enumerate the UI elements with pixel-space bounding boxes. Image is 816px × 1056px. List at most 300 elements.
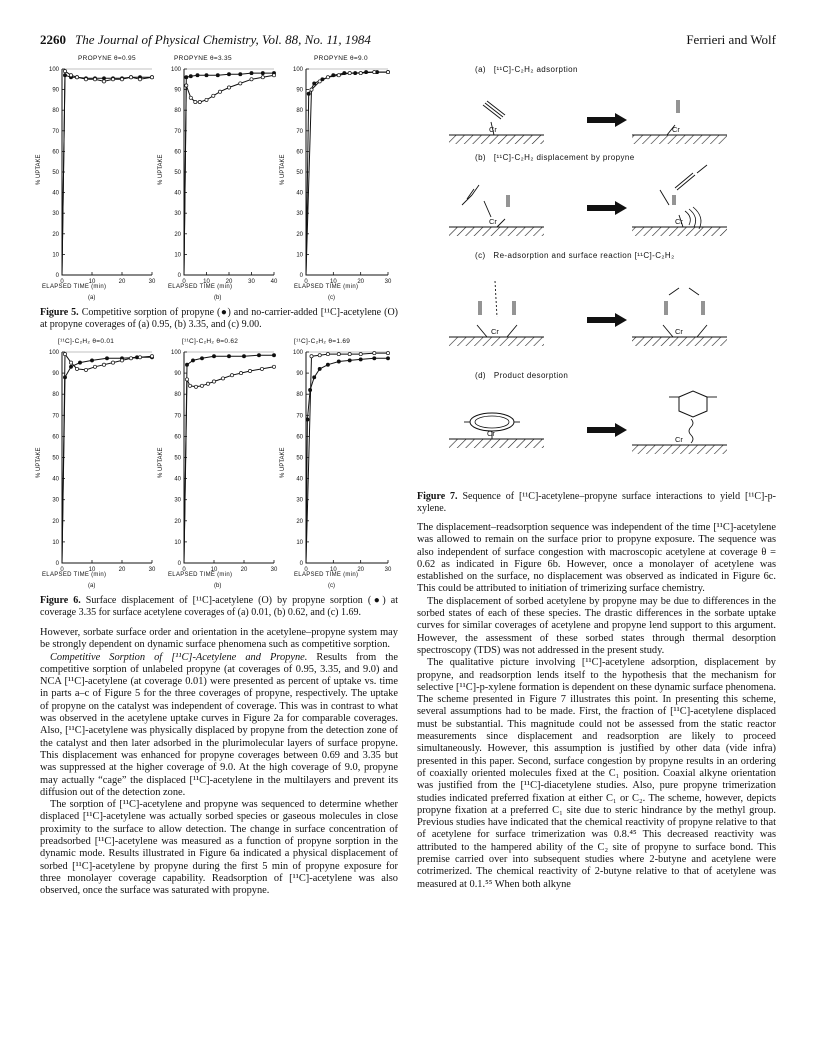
data-point-filled	[373, 357, 376, 360]
data-point-open	[373, 71, 376, 74]
x-tick-label: 10	[88, 279, 96, 285]
y-tick-label: 80	[174, 108, 181, 115]
panel-label: (a)	[88, 295, 96, 301]
panel-title: [¹¹C]-C₂H₂ θ=0.01	[58, 338, 115, 345]
y-tick-label: 100	[292, 67, 303, 73]
fig5-panel-b	[158, 55, 282, 305]
panel-label: (b)	[214, 295, 222, 301]
paragraph: However, sorbate surface order and orientation in the acetylene–propyne system may be strongly dependent on dynamic surface phenomena such as competitive sorption.	[40, 627, 398, 651]
step-c-caption	[475, 251, 675, 260]
figure-6	[36, 338, 398, 593]
y-tick-label: 50	[296, 170, 303, 176]
y-tick-label: 50	[296, 455, 303, 462]
data-point-filled	[90, 359, 93, 362]
y-tick-label: 80	[174, 392, 181, 399]
series-line-acetylene	[184, 367, 274, 563]
data-point-open	[200, 384, 203, 387]
axes	[62, 352, 152, 563]
data-point-filled	[242, 355, 245, 358]
x-tick-label: 30	[248, 279, 255, 285]
data-point-filled	[386, 357, 389, 360]
data-point-open	[386, 352, 389, 355]
y-tick-label: 70	[52, 128, 59, 135]
data-point-open	[75, 76, 78, 79]
data-point-filled	[105, 357, 108, 360]
data-point-open	[337, 353, 340, 356]
x-tick-label: 0	[304, 567, 308, 573]
panel-title: PROPYNE θ=9.0	[314, 55, 368, 62]
data-point-filled	[212, 355, 215, 358]
x-tick-label: 30	[384, 279, 392, 285]
y-tick-label: 80	[296, 392, 303, 399]
axes	[184, 352, 274, 563]
series-line-acetylene	[62, 354, 152, 563]
x-tick-label: 30	[384, 567, 392, 573]
surface	[632, 337, 727, 346]
data-point-open	[93, 365, 96, 368]
x-axis-label: ELAPSED TIME (min)	[168, 284, 233, 290]
surface-label: Cr	[487, 429, 495, 438]
data-point-open	[359, 353, 362, 356]
figure-5-caption	[40, 307, 398, 330]
x-tick-label: 0	[60, 567, 64, 573]
paragraph	[40, 652, 398, 800]
figure-6-caption	[40, 595, 398, 618]
surface-label: Cr	[675, 435, 683, 444]
y-tick-label: 0	[299, 561, 303, 567]
data-point-filled	[102, 77, 105, 80]
series-line-propyne	[184, 73, 274, 275]
surface-label: Cr	[489, 125, 497, 134]
paragraph: The displacement of sorbed acetylene by propyne may be due to differences in the sorbed states of each of these species. The drastic differences in the sorbate uptake curves for similar coverages of acetylene and propyne lend support to this argument. However, the assessment of these sorbed states through thermal desorption spectroscopy (TDS) was not addressed in the present study.	[417, 595, 776, 656]
data-point-open	[221, 377, 224, 380]
data-point-filled	[239, 73, 242, 76]
data-point-open	[272, 74, 275, 77]
y-tick-label: 30	[174, 211, 181, 218]
step-b-arrow	[587, 201, 627, 215]
x-tick-label: 10	[210, 567, 218, 573]
y-tick-label: 80	[52, 392, 59, 399]
y-tick-label: 90	[52, 371, 59, 378]
y-axis-label: % UPTAKE	[36, 447, 42, 478]
surface	[449, 227, 544, 236]
x-tick-label: 0	[304, 279, 308, 285]
fig5-panel-a	[36, 55, 160, 305]
data-point-open	[150, 76, 153, 79]
y-tick-label: 70	[52, 413, 59, 420]
y-tick-label: 90	[174, 87, 181, 94]
y-axis-label: % UPTAKE	[280, 154, 286, 185]
caption-label: Figure 5.	[40, 307, 79, 318]
step-b-caption	[475, 153, 635, 162]
x-tick-label: 10	[329, 567, 337, 573]
fig5c-plot	[284, 55, 396, 305]
surface	[632, 227, 727, 236]
y-tick-label: 10	[52, 539, 59, 546]
x-axis-label: ELAPSED TIME (min)	[294, 572, 359, 578]
y-tick-label: 60	[296, 149, 303, 156]
panel-label: (b)	[214, 583, 222, 589]
data-point-filled	[250, 72, 253, 75]
caption-text: Surface displacement of [¹¹C]-acetylene (O) by propyne sorption (●) at coverage 3.35 for surface acetylene coverages of (a) 0.01, (b) 0.62, and (c) 1.69.	[40, 595, 398, 618]
y-tick-label: 30	[52, 497, 59, 504]
data-point-open	[84, 78, 87, 81]
x-axis-label: ELAPSED TIME (min)	[294, 284, 359, 290]
data-point-open	[310, 355, 313, 358]
data-point-open	[194, 385, 197, 388]
data-point-open	[239, 82, 242, 85]
y-tick-label: 90	[296, 87, 303, 94]
data-point-open	[63, 353, 66, 356]
x-tick-label: 30	[270, 567, 278, 573]
surface	[632, 135, 727, 144]
data-point-filled	[189, 75, 192, 78]
data-point-open	[318, 80, 321, 83]
fig6c-plot	[284, 338, 396, 593]
surface-label: Cr	[675, 217, 683, 226]
series-line-propyne	[306, 358, 388, 563]
y-tick-label: 60	[52, 434, 59, 441]
data-point-open	[69, 74, 72, 77]
data-point-filled	[313, 82, 316, 85]
axes	[306, 69, 388, 275]
y-tick-label: 70	[174, 128, 181, 135]
data-point-filled	[272, 354, 275, 357]
step-a-right	[632, 100, 727, 144]
right-body-text	[417, 522, 776, 891]
data-point-open	[359, 72, 362, 75]
data-point-open	[129, 357, 132, 360]
panel-label: (c)	[328, 295, 335, 301]
data-point-open	[84, 368, 87, 371]
panel-label: (a)	[88, 583, 96, 589]
data-point-open	[326, 353, 329, 356]
data-point-open	[326, 76, 329, 79]
y-tick-label: 70	[296, 128, 303, 135]
data-point-open	[63, 70, 66, 73]
data-point-filled	[337, 360, 340, 363]
x-axis-label: ELAPSED TIME (min)	[168, 572, 233, 578]
data-point-filled	[261, 72, 264, 75]
fig6-panel-c	[280, 338, 396, 593]
paragraph: The displacement–readsorption sequence was independent of the time [¹¹C]-acetylene was allowed to remain on the surface prior to propyne exposure. The sequence was also independent of surface congestion with macroscopic acetylene at coverage θ = 0.62 as indicated in Figure 6b. However, once a monolayer of acetylene was established on the surface, no displacement was observed as indicated in Figure 6c. This could be attributed to initiation of trimerizing surface chemistry.	[417, 522, 776, 595]
y-axis-label: % UPTAKE	[158, 154, 164, 185]
axes	[306, 352, 388, 563]
fig6-panel-b	[158, 338, 282, 593]
surface-label: Cr	[489, 217, 497, 226]
x-tick-label: 0	[182, 567, 186, 573]
step-a-left	[449, 101, 544, 144]
data-point-open	[188, 384, 191, 387]
data-point-open	[218, 90, 221, 93]
fig6-panel-a	[36, 338, 160, 593]
step-c-arrow	[587, 313, 627, 327]
data-point-filled	[318, 367, 321, 370]
y-tick-label: 20	[296, 518, 303, 525]
series-line-acetylene	[62, 71, 152, 275]
fig5b-plot	[162, 55, 282, 305]
step-d-left	[449, 413, 544, 448]
y-tick-label: 40	[174, 476, 181, 483]
y-tick-label: 80	[52, 108, 59, 115]
data-point-filled	[69, 365, 72, 368]
data-point-open	[120, 78, 123, 81]
y-tick-label: 60	[174, 149, 181, 156]
surface	[449, 439, 544, 448]
data-point-open	[272, 365, 275, 368]
y-tick-label: 30	[174, 497, 181, 504]
x-tick-label: 20	[118, 567, 126, 573]
x-axis-label: ELAPSED TIME (min)	[42, 572, 107, 578]
panel-label: (c)	[328, 583, 335, 589]
y-tick-label: 20	[52, 231, 59, 238]
data-point-open	[194, 100, 197, 103]
y-tick-label: 20	[174, 231, 181, 238]
step-label: (d)	[475, 371, 486, 380]
data-point-open	[261, 76, 264, 79]
step-a-caption	[475, 65, 578, 74]
x-tick-label: 20	[118, 279, 126, 285]
section-heading: Competitive Sorption of [¹¹C]-Acetylene and Propyne.	[50, 651, 308, 663]
y-tick-label: 50	[174, 455, 181, 462]
data-point-open	[185, 378, 188, 381]
x-tick-label: 30	[148, 279, 156, 285]
x-tick-label: 20	[357, 279, 365, 285]
data-point-open	[337, 74, 340, 77]
step-text: Product desorption	[493, 371, 569, 380]
data-point-filled	[348, 359, 351, 362]
y-tick-label: 30	[296, 497, 303, 504]
y-tick-label: 40	[296, 190, 303, 197]
surface-label: Cr	[491, 327, 499, 336]
y-tick-label: 20	[296, 231, 303, 238]
y-axis-label: % UPTAKE	[280, 447, 286, 478]
data-point-filled	[78, 361, 81, 364]
y-tick-label: 40	[52, 190, 59, 197]
x-axis-label: ELAPSED TIME (min)	[42, 284, 107, 290]
y-tick-label: 0	[299, 273, 303, 279]
data-point-filled	[307, 92, 310, 95]
data-point-filled	[227, 355, 230, 358]
y-tick-label: 100	[48, 350, 59, 356]
data-point-open	[129, 76, 132, 79]
data-point-filled	[191, 359, 194, 362]
x-tick-label: 20	[240, 567, 248, 573]
series-line-propyne	[62, 75, 152, 275]
x-tick-label: 0	[182, 279, 186, 285]
x-tick-label: 40	[270, 279, 278, 285]
y-tick-label: 30	[52, 211, 59, 218]
y-tick-label: 50	[52, 170, 59, 176]
data-point-open	[120, 359, 123, 362]
step-text: [¹¹C]-C₂H₂ adsorption	[493, 65, 578, 74]
y-tick-label: 0	[177, 561, 181, 567]
y-tick-label: 20	[174, 518, 181, 525]
caption-label: Figure 7.	[417, 491, 458, 502]
x-tick-label: 10	[203, 279, 210, 285]
right-column	[417, 55, 776, 891]
y-tick-label: 60	[174, 434, 181, 441]
data-point-filled	[216, 74, 219, 77]
data-point-filled	[185, 76, 188, 79]
data-point-open	[250, 78, 253, 81]
step-label: (c)	[475, 251, 486, 260]
fig6a-plot	[40, 338, 160, 593]
data-point-open	[206, 382, 209, 385]
y-tick-label: 10	[52, 252, 59, 259]
data-point-open	[102, 363, 105, 366]
panel-title: PROPYNE θ=0.95	[78, 55, 136, 62]
data-point-open	[150, 355, 153, 358]
y-axis-label: % UPTAKE	[36, 154, 42, 185]
data-point-open	[138, 78, 141, 81]
y-tick-label: 10	[296, 252, 303, 259]
y-tick-label: 90	[174, 371, 181, 378]
y-tick-label: 90	[52, 87, 59, 94]
data-point-open	[102, 80, 105, 83]
caption-text: Sequence of [¹¹C]-acetylene–propyne surface interactions to yield [¹¹C]-p-xylene.	[417, 491, 776, 514]
y-tick-label: 100	[292, 350, 303, 356]
y-tick-label: 10	[174, 252, 181, 259]
data-point-open	[348, 72, 351, 75]
fig5-panel-c	[280, 55, 396, 305]
data-point-filled	[200, 357, 203, 360]
data-point-filled	[196, 74, 199, 77]
data-point-open	[111, 361, 114, 364]
step-d-caption	[475, 371, 568, 380]
y-tick-label: 10	[296, 539, 303, 546]
data-point-open	[348, 353, 351, 356]
surface-label: Cr	[675, 327, 683, 336]
y-tick-label: 0	[55, 273, 59, 279]
series-line-acetylene	[306, 72, 388, 275]
left-column	[36, 55, 398, 898]
y-tick-label: 100	[48, 67, 59, 73]
data-point-open	[185, 84, 188, 87]
x-tick-label: 10	[329, 279, 337, 285]
y-tick-label: 40	[174, 190, 181, 197]
paragraph: The sorption of [¹¹C]-acetylene and propyne was sequenced to determine whether displaced [¹¹C]-acetylene was actually sorbed species or gaseous molecules in close proximity to the surface to allow detection. The change in surface concentration of preadsorbed [¹¹C]-acetylene was measured as a function of propyne sorption in the dynamic mode. Results illustrated in Figure 6a indicated a physical displacement of sorbed [¹¹C]-acetylene by propyne during the first 5 min of propyne exposure for three monolayer coverage capability. Readsorption of [¹¹C]-acetylene was also observed, once the surface was saturated with propyne.	[40, 799, 398, 897]
step-b-left	[449, 185, 544, 236]
y-tick-label: 0	[177, 273, 181, 279]
y-tick-label: 60	[52, 149, 59, 156]
surface-label: Cr	[672, 125, 680, 134]
data-point-filled	[185, 363, 188, 366]
left-body-text	[40, 627, 398, 898]
panel-title: [¹¹C]-C₂H₂ θ=1.69	[294, 338, 351, 345]
fig6b-plot	[162, 338, 282, 593]
paragraph-text: Results from the competitive sorption of unlabeled propyne (at coverages of 0.95, 3.35, and 9.0) and NCA [¹¹C]-acetylene (at coverage 0.01) were presented as percent of uptake vs. time in parts a–c of Figure 5 for the three coverages of propyne, respectively. The uptake of propyne on the catalyst was independent of coverage. This was in contrast to what was observed in the acetylene uptake curves in Figure 2a for comparable coverages. Also, [¹¹C]-acetylene was physically displaced by propyne from the detection zone of the catalyst and then later adsorbed in the plurimolecular layers of surface propyne. This displacement was enhanced for propyne coverages between 0.69 and 3.35 but was suppressed at the higher coverage of 9.0. At the high coverage of 9.0, propyne may actually “cage” the displaced [¹¹C]-acetylene in the multilayers and prevent its diffusion out of the detection zone.	[40, 651, 398, 798]
y-tick-label: 70	[296, 413, 303, 420]
step-c-left	[449, 281, 544, 346]
y-tick-label: 60	[296, 434, 303, 441]
paragraph: The qualitative picture involving [¹¹C]-acetylene adsorption, displacement by propyne, and readsorption lends itself to the hypothesis that the mechanism for selective [¹¹C]-p-xylene formation is dependent on these dynamic surface phenomena. The scheme presented in Figure 7 illustrates this point. In presenting this scheme, several assumptions had to be made. First, the fraction of [¹¹C]-acetylene displaced must be substantial. This magnitude could not be assessed from the static reactor measurements since displacement and readsorption are likely to proceed simultaneously. However, this assumption is justified by other data (vide infra) presented in this paper. Second, surface congestion by propyne results in an ordering of coaxially oriented molecules fixed at the C₁ position. Coaxial alkyne orientation was justified from the [¹¹C]-diacetylene studies. Also, pure propyne trimerization studies indicated preferred fixation at either C₁ or C₂. The scheme, however, depicts propyne fixation at a preferred C₁ site due to steric hindrance by the methyl group. Previous studies have indicated that the chemical reactivity of propyne relative to that of acetylene for surface trimerization was 0.8.⁴⁵ This decreased reactivity was attributed to the hampered ability of the C₂ site of propyne to surface bond. This premise carried over into subsequent studies where 2-butyne and acetylene were cotrimerized. The chemical reactivity of 2-butyne relative to that of acetylene was measured at 0.1.⁵⁵ When both alkyne	[417, 657, 776, 890]
data-point-open	[248, 369, 251, 372]
series-line-acetylene	[306, 353, 388, 563]
x-tick-label: 20	[225, 279, 233, 285]
step-label: (a)	[475, 65, 486, 74]
y-tick-label: 80	[296, 108, 303, 115]
surface	[449, 135, 544, 144]
data-point-open	[310, 88, 313, 91]
running-authors: Ferrieri and Wolf	[686, 32, 776, 47]
data-point-open	[230, 374, 233, 377]
data-point-open	[260, 367, 263, 370]
data-point-filled	[326, 363, 329, 366]
data-point-open	[189, 96, 192, 99]
figure-7-scheme	[417, 55, 776, 553]
journal-title: The Journal of Physical Chemistry, Vol. 88, No. 11, 1984	[75, 32, 371, 47]
surface	[632, 445, 727, 454]
step-d-right	[632, 391, 727, 454]
data-point-filled	[205, 74, 208, 77]
caption-label: Figure 6.	[40, 595, 81, 606]
y-axis-label: % UPTAKE	[158, 447, 164, 478]
y-tick-label: 100	[170, 350, 181, 356]
x-tick-label: 0	[60, 279, 64, 285]
step-text: Re-adsorption and surface reaction [¹¹C]-C₂H₂	[493, 251, 675, 260]
y-tick-label: 10	[174, 539, 181, 546]
step-text: [¹¹C]-C₂H₂ displacement by propyne	[493, 153, 635, 162]
y-tick-label: 100	[170, 67, 181, 73]
data-point-filled	[257, 354, 260, 357]
data-point-open	[198, 100, 201, 103]
data-point-open	[239, 372, 242, 375]
series-line-acetylene	[184, 75, 274, 275]
y-tick-label: 40	[52, 476, 59, 483]
data-point-open	[212, 380, 215, 383]
data-point-open	[93, 78, 96, 81]
data-point-open	[318, 354, 321, 357]
step-label: (b)	[475, 153, 486, 162]
step-a-arrow	[587, 113, 627, 127]
figure-5	[36, 55, 398, 305]
series-line-propyne	[306, 72, 388, 275]
y-tick-label: 0	[55, 561, 59, 567]
panel-title: [¹¹C]-C₂H₂ θ=0.62	[182, 338, 239, 345]
x-tick-label: 10	[88, 567, 96, 573]
y-tick-label: 40	[296, 476, 303, 483]
data-point-open	[205, 98, 208, 101]
y-tick-label: 90	[296, 371, 303, 378]
data-point-open	[75, 367, 78, 370]
data-point-open	[212, 94, 215, 97]
data-point-filled	[306, 418, 309, 421]
data-point-open	[138, 356, 141, 359]
fig5a-plot	[40, 55, 160, 305]
y-tick-label: 50	[174, 170, 181, 176]
y-tick-label: 20	[52, 518, 59, 525]
x-tick-label: 20	[357, 567, 365, 573]
step-d-arrow	[587, 423, 627, 437]
data-point-open	[111, 78, 114, 81]
data-point-filled	[359, 358, 362, 361]
axes	[184, 69, 274, 275]
data-point-open	[69, 361, 72, 364]
step-c-right	[632, 288, 727, 346]
scheme-drawing	[417, 55, 776, 553]
data-point-open	[227, 86, 230, 89]
caption-text: Competitive sorption of propyne (●) and no-carrier-added [¹¹C]-acetylene (O) at propyne coverages of (a) 0.95, (b) 3.35, and (c) 9.00.	[40, 307, 398, 330]
y-tick-label: 70	[174, 413, 181, 420]
data-point-open	[373, 352, 376, 355]
surface	[449, 337, 544, 346]
data-point-filled	[313, 376, 316, 379]
panel-title: PROPYNE θ=3.35	[174, 55, 232, 62]
page-number: 2260	[40, 32, 66, 47]
axes	[62, 69, 152, 275]
x-tick-label: 30	[148, 567, 156, 573]
